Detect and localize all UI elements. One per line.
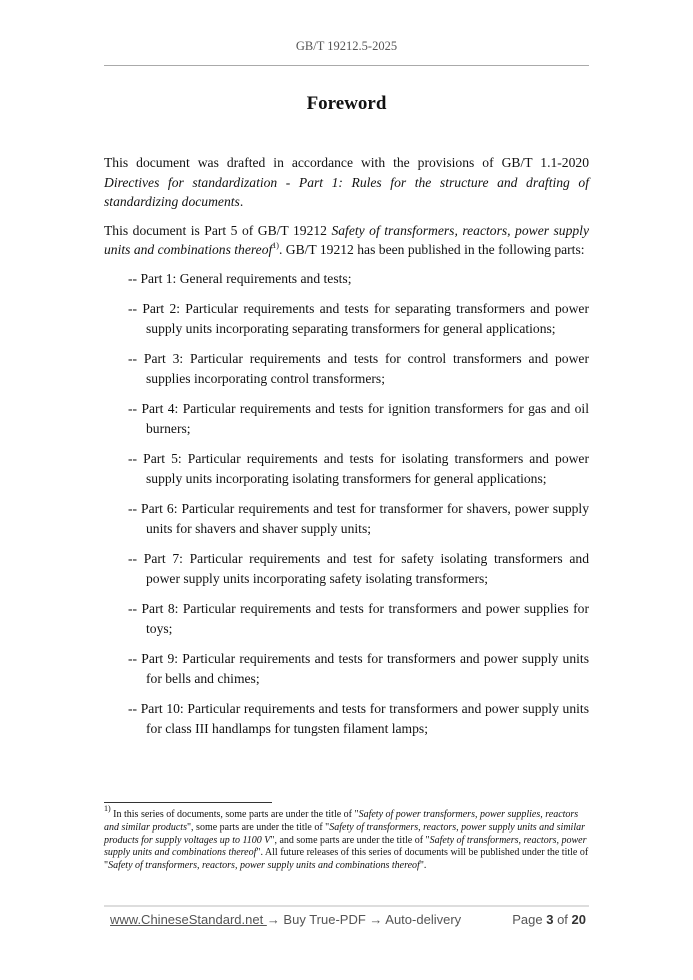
footnote-divider xyxy=(104,802,272,803)
page-footer xyxy=(110,912,586,927)
list-item: -- Part 10: Particular requirements and tests for transformers and power supply units for class III handlamps for tungsten filament lamps; xyxy=(128,701,589,736)
list-item: -- Part 6: Particular requirements and test for transformer for shavers, power supply units for shavers and shaver supply units; xyxy=(128,501,589,536)
footnote-ref[interactable]: 1) xyxy=(272,241,279,250)
document-body xyxy=(104,153,589,749)
website-link[interactable]: www.ChineseStandard.net xyxy=(110,912,267,927)
page-title: Foreword xyxy=(306,93,387,114)
header-divider xyxy=(104,65,589,66)
footer-promo: www.ChineseStandard.net → Buy True-PDF → Auto-delivery xyxy=(110,912,462,927)
list-item: -- Part 3: Particular requirements and tests for control transformers and power supplies incorporating control transformers; xyxy=(128,351,589,386)
list-item: -- Part 8: Particular requirements and tests for transformers and power supplies for toys; xyxy=(128,601,589,636)
list-item: -- Part 9: Particular requirements and tests for transformers and power supply units for bells and chimes; xyxy=(128,651,589,686)
list-item: -- Part 7: Particular requirements and test for safety isolating transformers and power supply units incorporating safety isolating transformers; xyxy=(128,551,589,586)
footer-divider xyxy=(104,905,589,907)
list-item: -- Part 2: Particular requirements and tests for separating transformers and power supply units incorporating separating transformers for general applications; xyxy=(128,301,589,336)
paragraph-part-info: This document is Part 5 of GB/T 19212 Safety of transformers, reactors, power supply units and combinations thereof$^{1)}$. GB/T 19212 has been published in the following parts: xyxy=(104,222,589,257)
list-item: -- Part 1: General requirements and tests; xyxy=(128,270,352,286)
page-indicator: Page 3 of 20 xyxy=(512,912,586,927)
footnote: $^{1)}$ In this series of documents, some parts are under the title of "Safety of power transformers, power supplies, reactors and similar products", some parts are under the title of "Safety of transformers, reactors, power supply units and similar products for supply voltages up to 1100 V", and some parts are under the title of "Safety of transformers, reactors, power supply units and combinations thereof". All future releases of this series of documents will be published under the title of "Safety of transformers, reactors, power supply units and combinations thereof". xyxy=(104,804,589,872)
parts-list xyxy=(104,269,589,739)
running-header: GB/T 19212.5-2025 xyxy=(295,39,398,53)
list-item: -- Part 4: Particular requirements and tests for ignition transformers for gas and oil burners; xyxy=(128,401,589,436)
list-item: -- Part 5: Particular requirements and tests for isolating transformers and power supply units incorporating isolating transformers for general applications; xyxy=(128,451,589,486)
paragraph-drafting: This document was drafted in accordance with the provisions of GB/T 1.1-2020 Directives for standardization - Part 1: Rules for the structure and drafting of standardizing documents. xyxy=(104,155,589,209)
